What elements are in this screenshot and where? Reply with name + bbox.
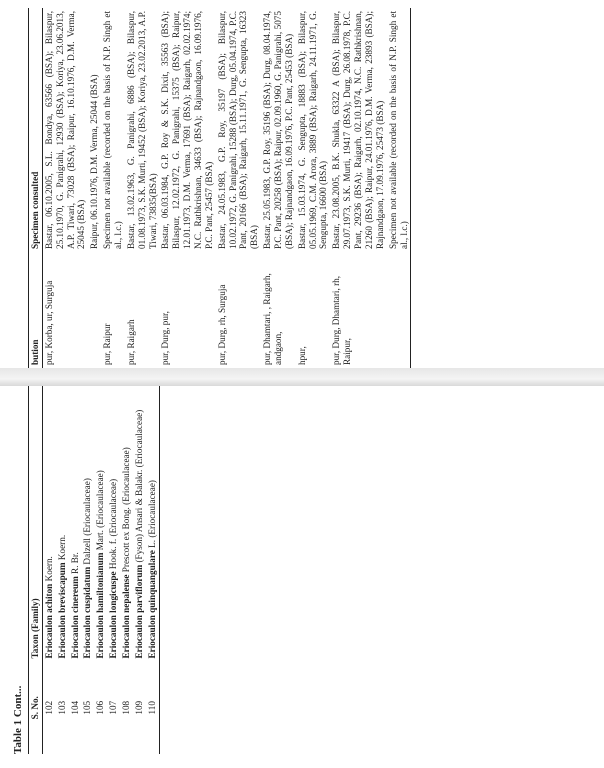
cell-specimen: Specimen not available (recorded on the basis of N.P. Singh et al., l.c.) [102, 11, 124, 249]
cell-specimen: Bastar, 24.05.1983, G.P. Roy, 35197 (BSA); Bilaspur, 10.02.1972, G. Panigrahi, 15288 (BSA); Durg, 05.04.1974, P.C. Pant, 20166 (BSA); Raigarh, 15.11.1971, G. Sengupta, 16323 (BSA) [216, 11, 260, 249]
table-row [56, 384, 69, 754]
taxon-name: Eriocaulon longicuspe [108, 571, 119, 659]
table-row [261, 8, 296, 368]
cell-sno: 106 [95, 700, 106, 715]
table-row [101, 8, 125, 368]
cell-sno: 110 [146, 662, 159, 755]
cell-specimen: Bastar, 25.05.1983, G.P. Roy, 35196 (BSA); Durg, 08.04.1974, P.C. Pant, 20258 (BSA); Raipur, 02.09.1960, G. Panigrahi, 5075 (BSA); Rajnandgaon, 16.09.1976, P.C. Pant, 25453 (BSA) [262, 11, 294, 249]
table-left-half [28, 384, 160, 754]
taxon-authority: (Fyson) Ansari & Balakr. (Eriocaulaceae) [133, 409, 144, 563]
taxon-name: Eriocaulon nepalense [121, 574, 132, 659]
cell-taxon [69, 384, 82, 662]
cell-taxon [42, 384, 55, 662]
taxon-name: Eriocaulon hamiltonianum [95, 552, 106, 659]
cell-taxon [94, 384, 107, 662]
col-header-specimen: Specimen consulted [29, 8, 43, 252]
cell-sno: 105 [82, 700, 93, 715]
cell-sno: 102 [43, 700, 54, 715]
col-header-taxon: Taxon (Family) [29, 384, 43, 662]
table-row [330, 8, 386, 368]
table-row [94, 384, 107, 754]
cell-taxon [120, 384, 133, 662]
page-fold-divider [0, 368, 604, 386]
taxon-name: Eriocaulon quinquangulare [146, 550, 157, 659]
table-row [88, 8, 101, 368]
cell-taxon [81, 384, 94, 662]
table-row [81, 384, 94, 754]
taxon-authority: Koern. [56, 534, 67, 561]
table-row [387, 8, 411, 368]
taxon-authority: R. Br. [69, 552, 80, 574]
cell-distribution [387, 252, 411, 368]
cell-distribution: pur, Dhamtari, , Raigarh, andgaon, [262, 273, 284, 365]
taxon-name: Eriocaulon breviscapum [56, 562, 67, 659]
taxon-authority: Koern. [43, 556, 54, 582]
table-row [216, 8, 261, 368]
cell-taxon [133, 384, 146, 662]
cell-taxon [107, 384, 120, 662]
table-row [296, 8, 331, 368]
cell-specimen: Bastar, 06.03.1984, G.P. Roy & S.K. Dixit, 35563 (BSA); Bilaspur, 12.02.1972, G. Panigrahi, 15375 (BSA); Raipur, 12.01.1973, D.M. Verma, 17691 (BSA); Raigarh, 02.02.1974; N.C. Rathkrishnan, 34633 (BSA); Rajnandgaon, 16.09.1976, P.C. Pant, 25457 (BSA) [160, 11, 214, 249]
cell-distribution: hpur, [296, 346, 307, 365]
cell-sno: 104 [69, 700, 80, 715]
cell-distribution: pur, Raipur [102, 323, 113, 365]
cell-distribution: pur, Durg, pur, [160, 311, 171, 365]
cell-distribution: pur, Raigarh [125, 319, 136, 365]
cell-sno: 108 [121, 700, 132, 715]
cell-specimen: Bastar, 06.10.2005, S.L. Bondya, 63566 (BSA); Bilaspur, 25.10.1970, G. Panigrahi, 12930 (BSA); Koriya, 23.06.2013, A.P. Tiwari, 73028 (BSA); Raipur, 16.10.1976, D.M. Verma, 25045 (BSA) [43, 11, 87, 249]
table-row [146, 384, 159, 754]
cell-specimen: Bastar, 23.08.2005, B.K. Shukla, 63322 A (BSA); Bilaspur, 29.07.1973, S.K. Murti, 19417 (BSA); Durg, 26.08.1978, P.C. Pant, 29236 (BSA); Raigarh, 02.10.1974, N.C. Rathkrishnan, 21260 (BSA); Raipur, 24.01.1976, D.M. Verma, 23893 (BSA); Rajnandgaon, 17.09.1976, 25473 (BSA) [331, 11, 385, 249]
taxon-authority: Dalzell (Eriocaulaceae) [82, 478, 93, 565]
cell-specimen: Bastar, 15.03.1974, G. Sengupta, 18883 (BSA); Bilaspur, 05.05.1969, C.M. Arora, 3889 (BSA); Raigarh, 24.11.1971, G. Sengupta, 16600 (BSA) [296, 11, 329, 249]
table-row [159, 8, 215, 368]
table-row [107, 384, 120, 754]
taxon-name: Eriocaulon parviflorum [133, 564, 144, 659]
taxon-name: Eriocaulon achiton [43, 583, 54, 659]
table-row [120, 384, 133, 754]
table-right-half [28, 8, 411, 368]
taxon-authority: Prescott ex Bong. (Eriocaulaceae) [121, 447, 132, 573]
cell-distribution: pur, Durg, rh, Surguja [216, 284, 227, 365]
table-row [69, 384, 82, 754]
table-row [125, 8, 160, 368]
table-caption: Table 1 Cont... [12, 685, 24, 754]
taxon-name: Eriocaulon cinereum [69, 576, 80, 659]
cell-sno: 103 [56, 700, 67, 715]
cell-distribution: pur, Korba, ur, Surguja [43, 280, 54, 365]
taxon-authority: Mart. (Eriocaulaceae) [95, 470, 106, 551]
cell-distribution: pur, Durg, Dhamtari, rh, Raipur, [331, 275, 353, 365]
taxon-name: Eriocaulon cuspidatum [82, 566, 93, 659]
taxon-authority: Hook. f. (Eriocaulaceae) [108, 478, 119, 570]
cell-sno: 109 [133, 700, 144, 715]
table-row [42, 8, 88, 368]
col-header-sno: S. No. [29, 662, 43, 755]
table-row [133, 384, 146, 754]
taxon-authority: L. (Eriocaulaceae) [146, 480, 157, 548]
cell-specimen: Bastar, 13.02.1963, G. Panigrahi, 6886 (BSA); Bilaspur, 01.08.1973, S.K. Murti, 19452 (BSA); Koriya, 23.02.2013, A.P. Tiwari, 73835(BSA) [125, 11, 158, 249]
table-row [42, 384, 55, 754]
cell-distribution [88, 252, 101, 368]
cell-sno: 107 [108, 700, 119, 715]
cell-taxon [146, 384, 159, 662]
cell-taxon [56, 384, 69, 662]
cell-specimen: Raipur, 06.10.1976, D.M. Verma, 25044 (BSA) [89, 74, 100, 249]
col-header-distribution: bution [29, 252, 43, 368]
cell-specimen: Specimen not available (recorded on the basis of N.P. Singh et al., l.c.) [387, 8, 411, 252]
